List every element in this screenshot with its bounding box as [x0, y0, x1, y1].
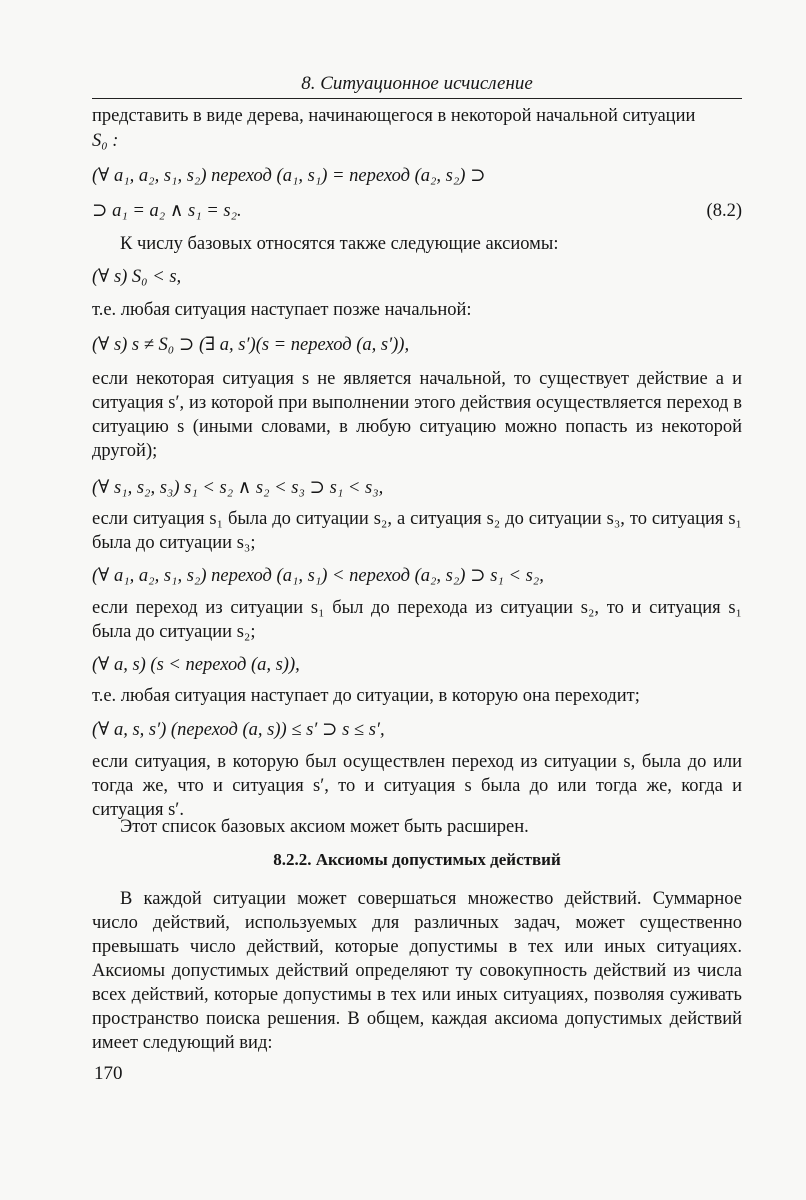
- page-number: 170: [94, 1063, 123, 1084]
- paragraph-transition-after: т.е. любая ситуация наступает до ситуации, в которую она переходит;: [92, 686, 640, 706]
- paragraph-list-extendable: Этот список базовых аксиом может быть расширен.: [120, 817, 529, 837]
- running-head: 8. Ситуационное исчисление: [301, 73, 533, 94]
- intro-line-2: S₀ :: [92, 131, 119, 151]
- equation-number: (8.2): [706, 201, 742, 221]
- header-rule: [92, 98, 742, 99]
- paragraph-admissible-actions: В каждой ситуации может совершаться множество действий. Суммарное число действий, используемых для различных задач, может существенно превышать число действий, которые допустимы в тех или иных ситуациях. Аксиомы допустимых действий определяют ту совокупность действий из числа всех действий, которые допустимы в тех или иных ситуациях, позволяя суживать пространство поиска решения. В общем, каждая аксиома допустимых действий имеет следующий вид:: [92, 889, 742, 1053]
- formula-transition-after: (∀ a, s) (s < переход (a, s)),: [92, 655, 300, 675]
- paragraph-predecessor: если некоторая ситуация s не является начальной, то существует действие a и ситуация s′, из которой при выполнении этого действия осуществляется переход в ситуацию s (иными словами, в любую ситуацию можно попасть из некоторой другой);: [92, 369, 742, 461]
- intro-line-1: представить в виде дерева, начинающегося в некоторой начальной ситуации: [92, 106, 696, 126]
- section-heading: 8.2.2. Аксиомы допустимых действий: [273, 850, 561, 869]
- paragraph-transition-order: если переход из ситуации s₁ был до перехода из ситуации s₂, то и ситуация s₁ была до ситуации s₂;: [92, 598, 742, 642]
- paragraph-transitivity: если ситуация s₁ была до ситуации s₂, а ситуация s₂ до ситуации s₃, то ситуация s₁ была до ситуации s₃;: [92, 509, 742, 553]
- paragraph-nonstrict-order: если ситуация, в которую был осуществлен переход из ситуации s, была до или тогда же, что и ситуация s′, то и ситуация s была до или тогда же, когда и ситуация s′.: [92, 752, 742, 820]
- formula-transition-order: (∀ a₁, a₂, s₁, s₂) переход (a₁, s₁) < переход (a₂, s₂) ⊃ s₁ < s₂,: [92, 566, 544, 586]
- paragraph-basic-axioms: К числу базовых относятся также следующие аксиомы:: [120, 234, 559, 254]
- formula-8-2-line-2: ⊃ a₁ = a₂ ∧ s₁ = s₂.: [92, 201, 242, 221]
- formula-8-2-line-2-row: [92, 199, 742, 223]
- formula-transitivity: (∀ s₁, s₂, s₃) s₁ < s₂ ∧ s₂ < s₃ ⊃ s₁ < s₃,: [92, 478, 384, 498]
- formula-predecessor: (∀ s) s ≠ S₀ ⊃ (∃ a, s′)(s = переход (a, s′)),: [92, 335, 410, 355]
- paragraph-initial-situation: т.е. любая ситуация наступает позже начальной:: [92, 300, 472, 320]
- formula-initial-situation: (∀ s) S₀ < s,: [92, 267, 182, 287]
- formula-nonstrict-order: (∀ a, s, s′) (переход (a, s)) ≤ s′ ⊃ s ≤ s′,: [92, 720, 385, 740]
- formula-8-2-line-1: (∀ a₁, a₂, s₁, s₂) переход (a₁, s₁) = переход (a₂, s₂) ⊃: [92, 166, 486, 186]
